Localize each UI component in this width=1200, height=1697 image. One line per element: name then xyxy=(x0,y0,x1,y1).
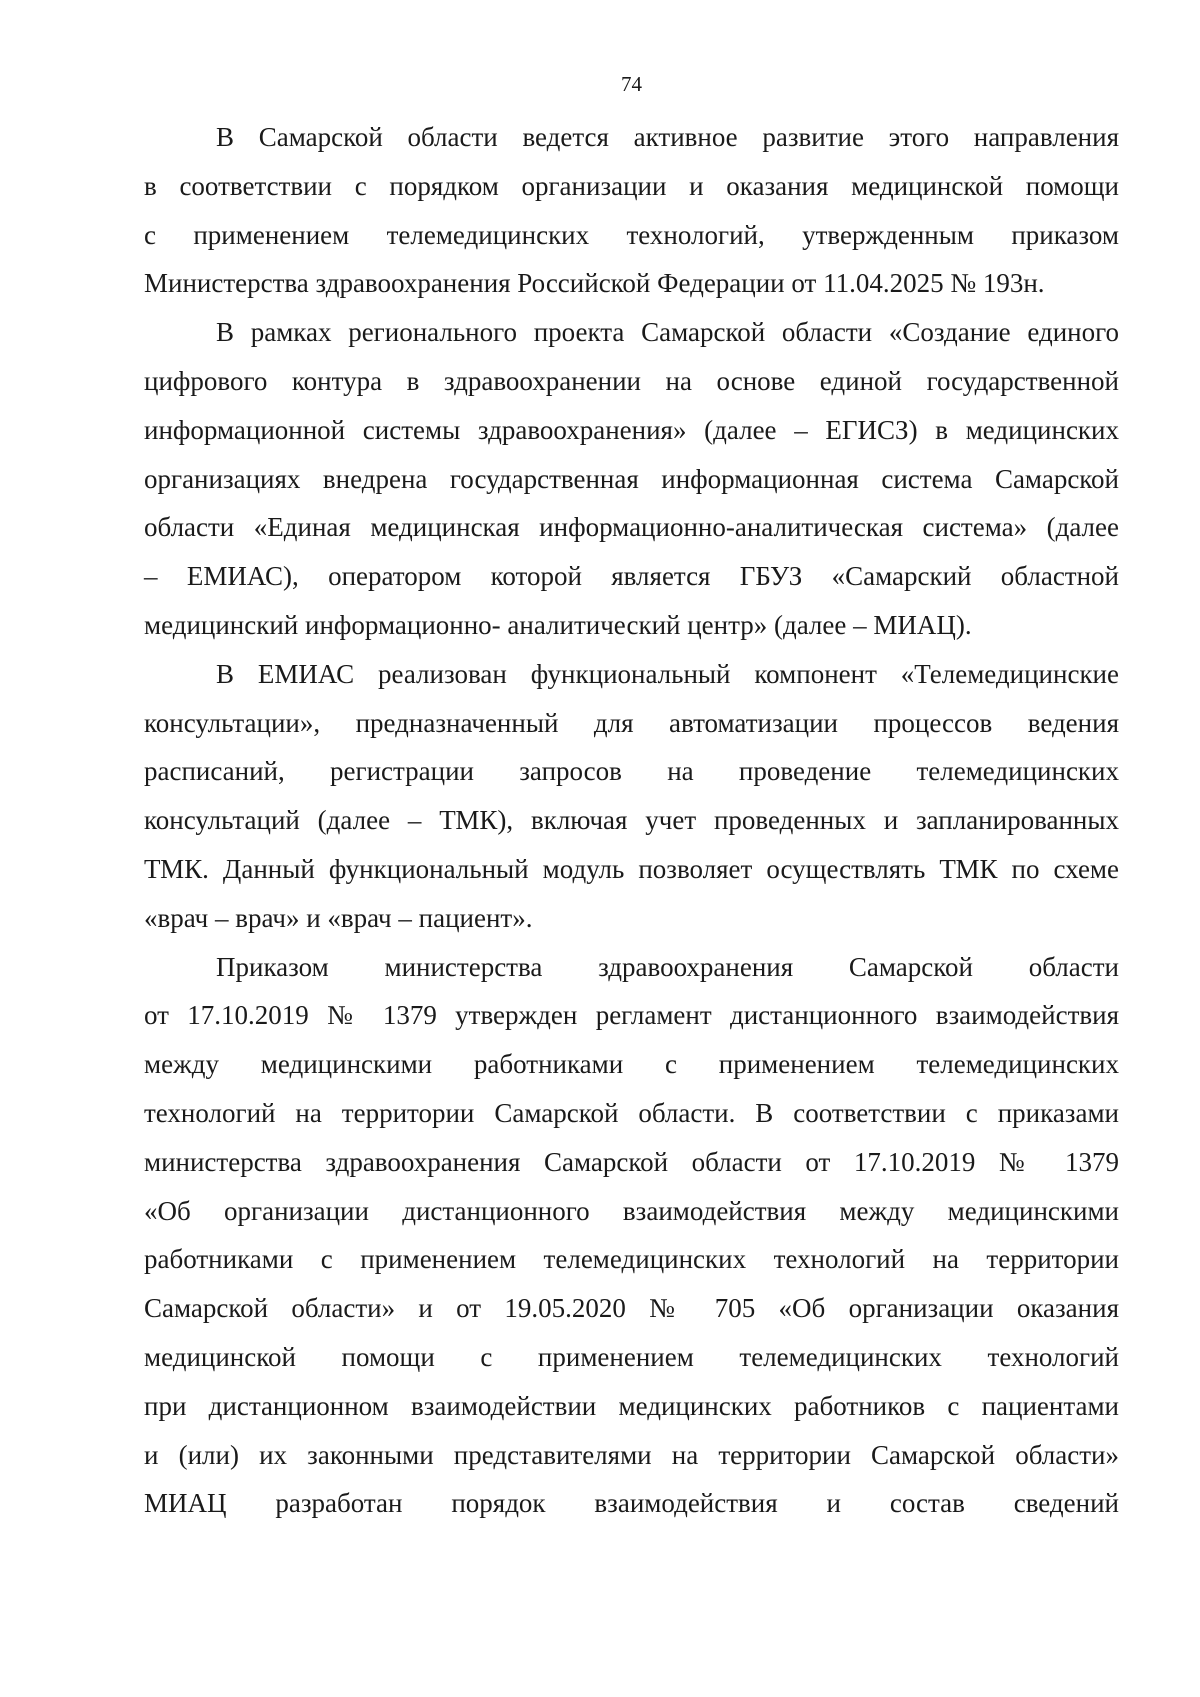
text-line: консультаций (далее – ТМК), включая учет проведенных и запланированных xyxy=(144,805,1119,836)
text-line: МИАЦ разработан порядок взаимодействия и состав сведений xyxy=(144,1488,1119,1519)
paragraph xyxy=(144,308,1119,650)
text-line: министерства здравоохранения Самарской области от 17.10.2019 № 1379 xyxy=(144,1146,1119,1177)
paragraph xyxy=(144,943,1119,1529)
text-line: В Самарской области ведется активное развитие этого направления xyxy=(216,122,1119,152)
text-line: организациях внедрена государственная информационная система Самарской xyxy=(144,463,1119,494)
text-line: цифрового контура в здравоохранении на основе единой государственной xyxy=(144,365,1119,396)
text-line: В ЕМИАС реализован функциональный компонент «Телемедицинские xyxy=(216,658,1119,689)
text-line: в соответствии с порядком организации и оказания медицинской помощи xyxy=(144,170,1119,201)
text-line: между медицинскими работниками с применением телемедицинских xyxy=(144,1049,1119,1080)
text-line: ТМК. Данный функциональный модуль позволяет осуществлять ТМК по схеме xyxy=(144,853,1119,884)
body-text xyxy=(144,113,1119,1528)
text-line: работниками с применением телемедицинских технологий на территории xyxy=(144,1244,1119,1275)
text-line: и (или) их законными представителями на территории Самарской области» xyxy=(144,1439,1119,1470)
text-line: консультации», предназначенный для автоматизации процессов ведения xyxy=(144,707,1119,738)
text-line: с применением телемедицинских технологий, утвержденным приказом xyxy=(144,219,1119,250)
text-line: при дистанционном взаимодействии медицинских работников с пациентами xyxy=(144,1390,1119,1421)
paragraph xyxy=(144,650,1119,943)
text-line: медицинский информационно- аналитический центр» (далее – МИАЦ). xyxy=(144,609,972,640)
text-line: информационной системы здравоохранения» (далее – ЕГИСЗ) в медицинских xyxy=(144,414,1119,445)
text-line: Приказом министерства здравоохранения Самарской области xyxy=(216,951,1119,982)
paragraph xyxy=(144,113,1119,308)
text-line: от 17.10.2019 № 1379 утвержден регламент дистанционного взаимодействия xyxy=(144,1000,1119,1031)
text-line: – ЕМИАС), оператором которой является ГБУЗ «Самарский областной xyxy=(144,561,1119,592)
text-line: «врач – врач» и «врач – пациент». xyxy=(144,902,533,933)
text-line: области «Единая медицинская информационно-аналитическая система» (далее xyxy=(144,512,1119,543)
text-line: В рамках регионального проекта Самарской области «Создание единого xyxy=(216,317,1119,348)
text-line: «Об организации дистанционного взаимодействия между медицинскими xyxy=(144,1195,1119,1226)
text-line: Министерства здравоохранения Российской Федерации от 11.04.2025 № 193н. xyxy=(144,268,1045,299)
page-number: 74 xyxy=(621,72,642,96)
text-line: медицинской помощи с применением телемедицинских технологий xyxy=(144,1341,1119,1372)
text-line: расписаний, регистрации запросов на проведение телемедицинских xyxy=(144,756,1119,787)
text-line: Самарской области» и от 19.05.2020 № 705 «Об организации оказания xyxy=(144,1293,1119,1324)
text-line: технологий на территории Самарской области. В соответствии с приказами xyxy=(144,1097,1119,1128)
